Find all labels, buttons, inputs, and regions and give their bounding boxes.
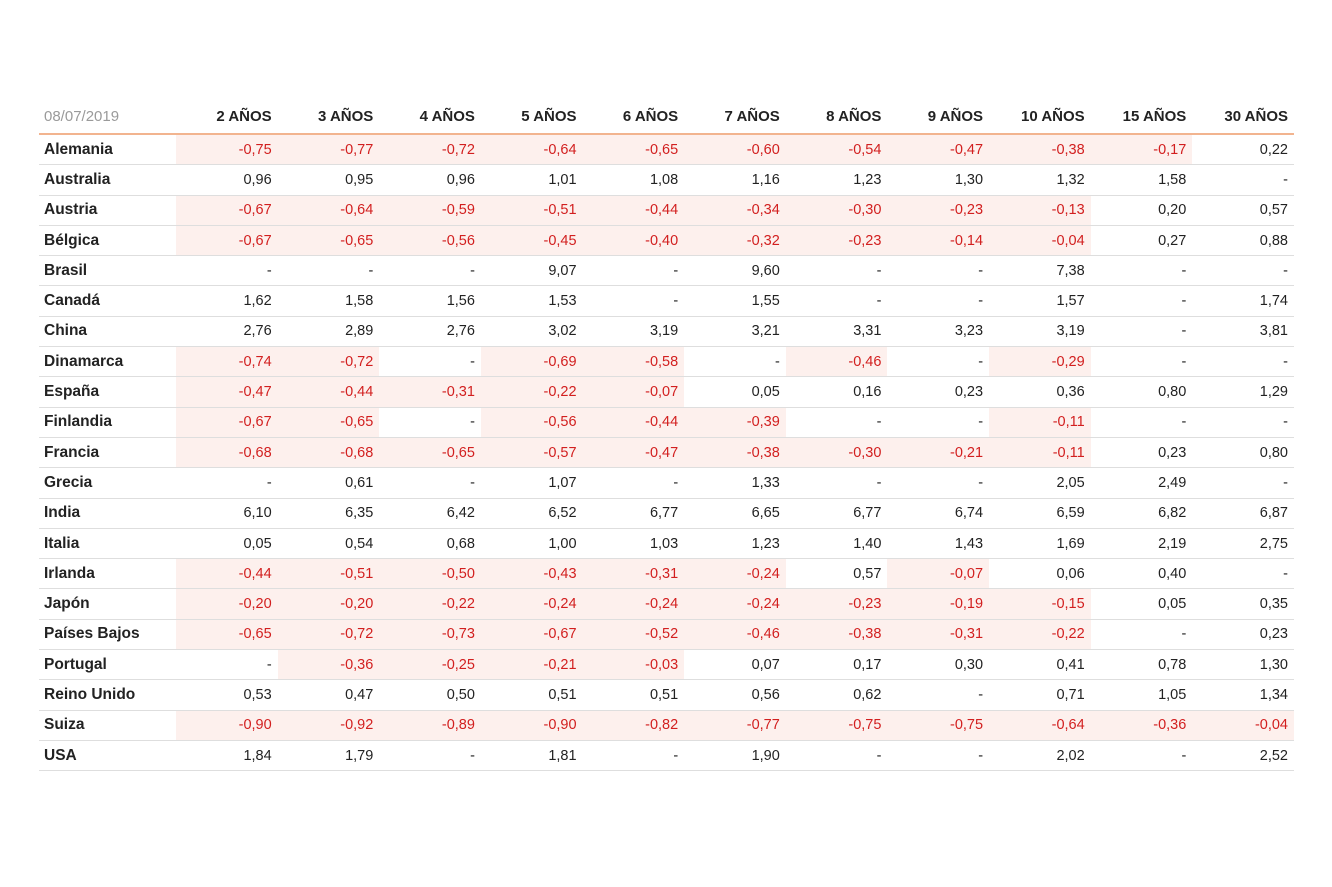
yield-cell: - <box>379 468 481 498</box>
yield-cell: - <box>887 740 989 770</box>
yield-cell: - <box>887 468 989 498</box>
yield-cell: -0,58 <box>583 347 685 377</box>
yield-cell: -0,30 <box>786 195 888 225</box>
header-row <box>39 100 1294 134</box>
yield-cell: - <box>1192 347 1294 377</box>
country-name: Finlandia <box>39 407 176 437</box>
yield-cell: 1,53 <box>481 286 583 316</box>
yield-cell: 1,62 <box>176 286 278 316</box>
yield-cell: -0,56 <box>379 225 481 255</box>
yield-cell: 1,08 <box>583 165 685 195</box>
yield-cell: -0,46 <box>684 619 786 649</box>
yield-cell: -0,51 <box>481 195 583 225</box>
yield-cell: -0,24 <box>583 589 685 619</box>
yield-cell: -0,72 <box>278 619 380 649</box>
yield-cell: -0,47 <box>583 437 685 467</box>
yield-cell: -0,44 <box>176 559 278 589</box>
yield-cell: 1,07 <box>481 468 583 498</box>
yield-cell: 0,23 <box>887 377 989 407</box>
country-name: Irlanda <box>39 559 176 589</box>
yield-cell: 0,71 <box>989 680 1091 710</box>
yield-cell: - <box>684 347 786 377</box>
yield-cell: 0,05 <box>176 528 278 558</box>
yield-cell: -0,72 <box>278 347 380 377</box>
yield-cell: -0,90 <box>176 710 278 740</box>
yield-cell: -0,24 <box>684 589 786 619</box>
yield-cell: -0,13 <box>989 195 1091 225</box>
yield-table-container <box>39 100 1294 771</box>
yield-cell: 6,10 <box>176 498 278 528</box>
yield-cell: -0,67 <box>176 407 278 437</box>
yield-cell: 1,79 <box>278 740 380 770</box>
yield-cell: 9,60 <box>684 256 786 286</box>
column-header: 15 AÑOS <box>1091 100 1193 134</box>
yield-cell: 6,59 <box>989 498 1091 528</box>
yield-cell: 0,61 <box>278 468 380 498</box>
country-name: China <box>39 316 176 346</box>
yield-cell: -0,67 <box>481 619 583 649</box>
yield-cell: -0,50 <box>379 559 481 589</box>
yield-cell: 0,06 <box>989 559 1091 589</box>
country-name: Dinamarca <box>39 347 176 377</box>
yield-cell: 1,01 <box>481 165 583 195</box>
column-header: 9 AÑOS <box>887 100 989 134</box>
yield-cell: -0,82 <box>583 710 685 740</box>
yield-cell: -0,29 <box>989 347 1091 377</box>
yield-cell: 0,05 <box>684 377 786 407</box>
yield-cell: -0,52 <box>583 619 685 649</box>
yield-cell: -0,15 <box>989 589 1091 619</box>
yield-cell: -0,04 <box>1192 710 1294 740</box>
yield-cell: -0,22 <box>989 619 1091 649</box>
yield-cell: -0,32 <box>684 225 786 255</box>
yield-cell: -0,23 <box>786 225 888 255</box>
yield-cell: 0,57 <box>786 559 888 589</box>
yield-cell: - <box>583 286 685 316</box>
yield-cell: - <box>583 468 685 498</box>
yield-cell: -0,60 <box>684 134 786 165</box>
yield-cell: 3,19 <box>989 316 1091 346</box>
yield-cell: -0,38 <box>989 134 1091 165</box>
yield-cell: -0,77 <box>684 710 786 740</box>
yield-cell: -0,65 <box>379 437 481 467</box>
yield-cell: 3,21 <box>684 316 786 346</box>
yield-cell: - <box>1091 740 1193 770</box>
country-name: Bélgica <box>39 225 176 255</box>
country-name: Australia <box>39 165 176 195</box>
yield-cell: - <box>379 407 481 437</box>
table-row <box>39 468 1294 498</box>
yield-cell: 1,58 <box>1091 165 1193 195</box>
table-row <box>39 559 1294 589</box>
country-name: Reino Unido <box>39 680 176 710</box>
yield-cell: -0,65 <box>583 134 685 165</box>
yield-cell: 6,74 <box>887 498 989 528</box>
yield-cell: 1,57 <box>989 286 1091 316</box>
yield-cell: - <box>887 347 989 377</box>
table-row <box>39 195 1294 225</box>
table-row <box>39 740 1294 770</box>
yield-cell: - <box>786 286 888 316</box>
country-name: Canadá <box>39 286 176 316</box>
yield-cell: - <box>1192 407 1294 437</box>
yield-cell: -0,11 <box>989 407 1091 437</box>
column-header: 4 AÑOS <box>379 100 481 134</box>
yield-cell: 0,68 <box>379 528 481 558</box>
yield-cell: 2,19 <box>1091 528 1193 558</box>
yield-cell: -0,68 <box>278 437 380 467</box>
table-row <box>39 619 1294 649</box>
bond-yield-table <box>39 100 1294 771</box>
yield-cell: 0,80 <box>1192 437 1294 467</box>
yield-cell: - <box>786 407 888 437</box>
yield-cell: 1,00 <box>481 528 583 558</box>
yield-cell: 2,05 <box>989 468 1091 498</box>
yield-cell: 6,65 <box>684 498 786 528</box>
country-name: Brasil <box>39 256 176 286</box>
column-header: 30 AÑOS <box>1192 100 1294 134</box>
country-name: Austria <box>39 195 176 225</box>
column-header: 6 AÑOS <box>583 100 685 134</box>
yield-cell: -0,40 <box>583 225 685 255</box>
yield-cell: 0,80 <box>1091 377 1193 407</box>
table-row <box>39 165 1294 195</box>
yield-cell: - <box>176 650 278 680</box>
yield-cell: 1,81 <box>481 740 583 770</box>
yield-cell: 1,34 <box>1192 680 1294 710</box>
yield-cell: 0,96 <box>379 165 481 195</box>
yield-cell: -0,46 <box>786 347 888 377</box>
yield-cell: -0,77 <box>278 134 380 165</box>
table-row <box>39 256 1294 286</box>
yield-cell: 6,35 <box>278 498 380 528</box>
table-row <box>39 528 1294 558</box>
yield-cell: -0,21 <box>481 650 583 680</box>
yield-cell: -0,07 <box>887 559 989 589</box>
yield-cell: 0,96 <box>176 165 278 195</box>
yield-cell: 1,03 <box>583 528 685 558</box>
column-header: 2 AÑOS <box>176 100 278 134</box>
yield-cell: 1,55 <box>684 286 786 316</box>
yield-cell: - <box>379 740 481 770</box>
yield-cell: -0,03 <box>583 650 685 680</box>
yield-cell: -0,75 <box>176 134 278 165</box>
yield-cell: 1,90 <box>684 740 786 770</box>
yield-cell: 1,16 <box>684 165 786 195</box>
yield-cell: -0,72 <box>379 134 481 165</box>
yield-cell: 0,23 <box>1091 437 1193 467</box>
yield-cell: 1,56 <box>379 286 481 316</box>
country-name: Japón <box>39 589 176 619</box>
yield-cell: -0,30 <box>786 437 888 467</box>
country-name: Países Bajos <box>39 619 176 649</box>
yield-cell: 0,53 <box>176 680 278 710</box>
yield-cell: 0,20 <box>1091 195 1193 225</box>
yield-cell: 3,02 <box>481 316 583 346</box>
yield-cell: -0,07 <box>583 377 685 407</box>
yield-cell: -0,92 <box>278 710 380 740</box>
yield-cell: - <box>1091 286 1193 316</box>
yield-cell: - <box>583 740 685 770</box>
yield-cell: -0,67 <box>176 195 278 225</box>
yield-cell: 0,50 <box>379 680 481 710</box>
yield-cell: -0,43 <box>481 559 583 589</box>
table-row <box>39 710 1294 740</box>
yield-cell: 0,22 <box>1192 134 1294 165</box>
column-header: 5 AÑOS <box>481 100 583 134</box>
yield-cell: -0,20 <box>176 589 278 619</box>
country-name: Portugal <box>39 650 176 680</box>
country-name: Italia <box>39 528 176 558</box>
yield-cell: -0,69 <box>481 347 583 377</box>
yield-cell: 6,77 <box>786 498 888 528</box>
yield-cell: 9,07 <box>481 256 583 286</box>
yield-cell: - <box>583 256 685 286</box>
country-name: Francia <box>39 437 176 467</box>
yield-cell: 2,76 <box>379 316 481 346</box>
yield-cell: 2,02 <box>989 740 1091 770</box>
yield-cell: - <box>1091 347 1193 377</box>
yield-cell: -0,34 <box>684 195 786 225</box>
yield-cell: 2,75 <box>1192 528 1294 558</box>
yield-cell: -0,57 <box>481 437 583 467</box>
table-row <box>39 498 1294 528</box>
yield-cell: -0,47 <box>176 377 278 407</box>
yield-cell: -0,22 <box>481 377 583 407</box>
yield-cell: -0,64 <box>481 134 583 165</box>
table-row <box>39 225 1294 255</box>
column-header: 3 AÑOS <box>278 100 380 134</box>
yield-cell: - <box>887 680 989 710</box>
yield-cell: -0,45 <box>481 225 583 255</box>
yield-cell: 1,30 <box>1192 650 1294 680</box>
yield-cell: 0,35 <box>1192 589 1294 619</box>
yield-cell: -0,23 <box>887 195 989 225</box>
yield-cell: -0,38 <box>786 619 888 649</box>
yield-cell: 7,38 <box>989 256 1091 286</box>
yield-cell: -0,73 <box>379 619 481 649</box>
yield-cell: - <box>176 468 278 498</box>
table-row <box>39 650 1294 680</box>
yield-cell: -0,75 <box>887 710 989 740</box>
yield-cell: 6,87 <box>1192 498 1294 528</box>
yield-cell: 1,05 <box>1091 680 1193 710</box>
yield-cell: -0,54 <box>786 134 888 165</box>
yield-cell: -0,90 <box>481 710 583 740</box>
yield-cell: 0,57 <box>1192 195 1294 225</box>
yield-cell: 6,77 <box>583 498 685 528</box>
yield-cell: 0,88 <box>1192 225 1294 255</box>
yield-cell: - <box>786 468 888 498</box>
country-name: Alemania <box>39 134 176 165</box>
yield-cell: - <box>278 256 380 286</box>
country-name: USA <box>39 740 176 770</box>
yield-cell: - <box>1192 468 1294 498</box>
yield-cell: 0,78 <box>1091 650 1193 680</box>
yield-cell: -0,65 <box>278 407 380 437</box>
yield-cell: 1,74 <box>1192 286 1294 316</box>
yield-cell: -0,36 <box>1091 710 1193 740</box>
yield-cell: 0,07 <box>684 650 786 680</box>
yield-cell: -0,44 <box>278 377 380 407</box>
yield-cell: -0,19 <box>887 589 989 619</box>
yield-cell: - <box>887 256 989 286</box>
yield-cell: 0,30 <box>887 650 989 680</box>
country-name: India <box>39 498 176 528</box>
yield-cell: -0,65 <box>176 619 278 649</box>
yield-cell: -0,17 <box>1091 134 1193 165</box>
table-row <box>39 377 1294 407</box>
yield-cell: - <box>887 286 989 316</box>
yield-cell: 2,89 <box>278 316 380 346</box>
yield-cell: 0,40 <box>1091 559 1193 589</box>
yield-cell: 0,47 <box>278 680 380 710</box>
yield-cell: 0,51 <box>481 680 583 710</box>
yield-cell: 0,16 <box>786 377 888 407</box>
yield-cell: 1,84 <box>176 740 278 770</box>
yield-cell: - <box>887 407 989 437</box>
column-header: 10 AÑOS <box>989 100 1091 134</box>
yield-cell: -0,22 <box>379 589 481 619</box>
yield-cell: -0,44 <box>583 195 685 225</box>
table-row <box>39 134 1294 165</box>
yield-cell: 1,32 <box>989 165 1091 195</box>
yield-cell: 1,23 <box>786 165 888 195</box>
country-name: Grecia <box>39 468 176 498</box>
table-row <box>39 407 1294 437</box>
yield-cell: -0,21 <box>887 437 989 467</box>
yield-cell: 1,29 <box>1192 377 1294 407</box>
yield-cell: 0,23 <box>1192 619 1294 649</box>
yield-cell: -0,59 <box>379 195 481 225</box>
yield-cell: -0,47 <box>887 134 989 165</box>
yield-cell: - <box>1192 165 1294 195</box>
yield-cell: 3,19 <box>583 316 685 346</box>
yield-cell: -0,14 <box>887 225 989 255</box>
column-header: 7 AÑOS <box>684 100 786 134</box>
date-label: 08/07/2019 <box>39 100 176 134</box>
yield-cell: -0,38 <box>684 437 786 467</box>
yield-cell: 1,43 <box>887 528 989 558</box>
yield-cell: -0,51 <box>278 559 380 589</box>
yield-cell: - <box>176 256 278 286</box>
yield-cell: - <box>1091 407 1193 437</box>
yield-cell: 1,58 <box>278 286 380 316</box>
yield-cell: - <box>1091 256 1193 286</box>
yield-cell: -0,23 <box>786 589 888 619</box>
yield-cell: 6,82 <box>1091 498 1193 528</box>
yield-cell: 3,31 <box>786 316 888 346</box>
yield-cell: - <box>1091 316 1193 346</box>
yield-cell: 6,42 <box>379 498 481 528</box>
yield-cell: -0,24 <box>481 589 583 619</box>
yield-cell: -0,67 <box>176 225 278 255</box>
yield-cell: -0,64 <box>278 195 380 225</box>
table-row <box>39 437 1294 467</box>
table-body <box>39 134 1294 771</box>
yield-cell: 1,40 <box>786 528 888 558</box>
yield-cell: - <box>1091 619 1193 649</box>
yield-cell: -0,75 <box>786 710 888 740</box>
yield-cell: -0,31 <box>887 619 989 649</box>
country-name: España <box>39 377 176 407</box>
yield-cell: 1,23 <box>684 528 786 558</box>
yield-cell: 0,95 <box>278 165 380 195</box>
yield-cell: -0,89 <box>379 710 481 740</box>
yield-cell: -0,64 <box>989 710 1091 740</box>
yield-cell: 0,27 <box>1091 225 1193 255</box>
yield-cell: -0,68 <box>176 437 278 467</box>
yield-cell: - <box>379 347 481 377</box>
yield-cell: 3,81 <box>1192 316 1294 346</box>
table-row <box>39 286 1294 316</box>
yield-cell: 0,36 <box>989 377 1091 407</box>
yield-cell: 6,52 <box>481 498 583 528</box>
yield-cell: 0,41 <box>989 650 1091 680</box>
yield-cell: -0,11 <box>989 437 1091 467</box>
table-row <box>39 316 1294 346</box>
column-header: 8 AÑOS <box>786 100 888 134</box>
yield-cell: -0,44 <box>583 407 685 437</box>
yield-cell: - <box>1192 256 1294 286</box>
yield-cell: 0,62 <box>786 680 888 710</box>
yield-cell: - <box>1192 559 1294 589</box>
yield-cell: 0,56 <box>684 680 786 710</box>
yield-cell: 2,76 <box>176 316 278 346</box>
table-row <box>39 589 1294 619</box>
yield-cell: 0,54 <box>278 528 380 558</box>
yield-cell: -0,20 <box>278 589 380 619</box>
yield-cell: -0,31 <box>379 377 481 407</box>
yield-cell: -0,24 <box>684 559 786 589</box>
yield-cell: 1,69 <box>989 528 1091 558</box>
yield-cell: 3,23 <box>887 316 989 346</box>
yield-cell: - <box>379 256 481 286</box>
yield-cell: 2,49 <box>1091 468 1193 498</box>
yield-cell: - <box>786 256 888 286</box>
yield-cell: -0,04 <box>989 225 1091 255</box>
yield-cell: -0,74 <box>176 347 278 377</box>
yield-cell: 0,05 <box>1091 589 1193 619</box>
country-name: Suiza <box>39 710 176 740</box>
yield-cell: -0,36 <box>278 650 380 680</box>
table-row <box>39 347 1294 377</box>
yield-cell: 1,33 <box>684 468 786 498</box>
yield-cell: 0,51 <box>583 680 685 710</box>
table-row <box>39 680 1294 710</box>
yield-cell: -0,31 <box>583 559 685 589</box>
yield-cell: - <box>786 740 888 770</box>
yield-cell: -0,39 <box>684 407 786 437</box>
yield-cell: -0,65 <box>278 225 380 255</box>
yield-cell: 0,17 <box>786 650 888 680</box>
yield-cell: -0,56 <box>481 407 583 437</box>
yield-cell: -0,25 <box>379 650 481 680</box>
yield-cell: 1,30 <box>887 165 989 195</box>
yield-cell: 2,52 <box>1192 740 1294 770</box>
